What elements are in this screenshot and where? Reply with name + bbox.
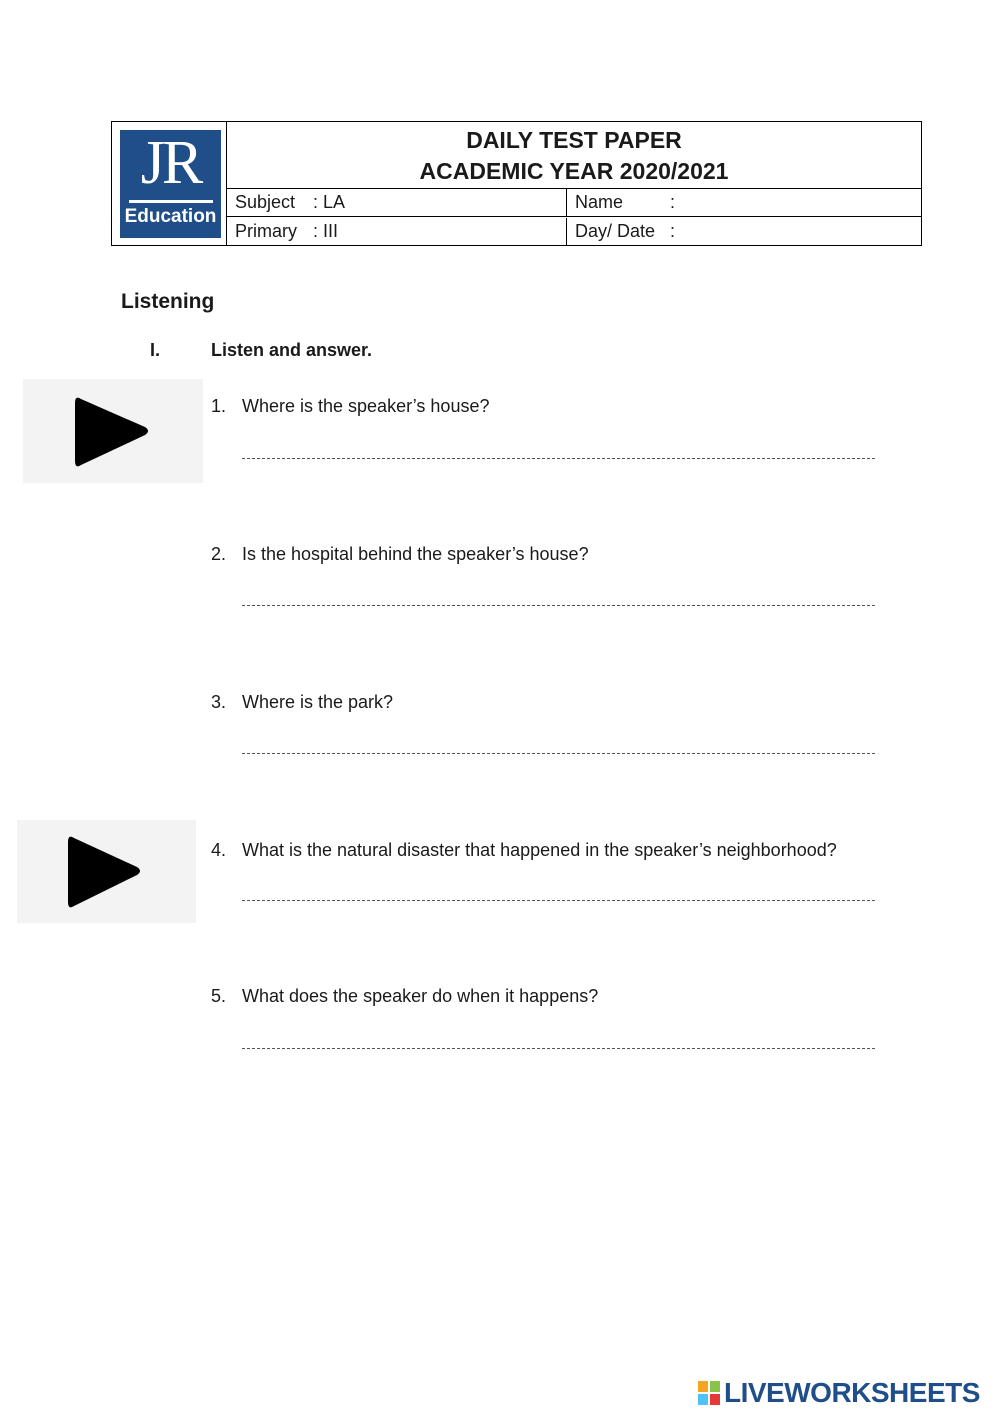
liveworksheets-icon — [698, 1381, 720, 1405]
answer-line-5[interactable] — [242, 1048, 875, 1049]
header-row-1 — [227, 189, 921, 217]
daydate-cell[interactable] — [575, 218, 675, 245]
question-3-text: Where is the park? — [242, 692, 394, 712]
question-5-text: What does the speaker do when it happens? — [242, 986, 599, 1006]
question-1-text: Where is the speaker’s house? — [242, 396, 490, 416]
name-cell[interactable] — [575, 189, 675, 216]
play-icon — [23, 379, 203, 483]
daydate-label: Day/ Date — [575, 221, 656, 241]
title-line-1: DAILY TEST PAPER — [466, 127, 682, 153]
question-1-number: 1. — [211, 396, 227, 416]
instruction-text: Listen and answer. — [211, 340, 373, 360]
question-4-text: What is the natural disaster that happened in the speaker’s neighborhood? — [242, 840, 837, 860]
subject-label: Subject — [235, 192, 296, 212]
header-table — [111, 121, 922, 246]
name-label: Name — [575, 192, 624, 212]
play-icon — [17, 820, 196, 923]
question-2-number: 2. — [211, 544, 227, 564]
section-title: Listening — [121, 290, 215, 313]
liveworksheets-brand: LIVEWORKSHEETS — [724, 1377, 980, 1408]
title-line-2: ACADEMIC YEAR 2020/2021 — [419, 158, 729, 184]
primary-label: Primary — [235, 221, 297, 241]
answer-line-2[interactable] — [242, 605, 875, 606]
instruction-number: I. — [150, 340, 161, 360]
header-row-2 — [227, 218, 921, 245]
name-value: : — [670, 192, 676, 212]
logo-divider — [129, 200, 213, 203]
logo-main-text: JR — [140, 129, 201, 197]
primary-value: : III — [313, 221, 339, 241]
question-2-text: Is the hospital behind the speaker’s house? — [242, 544, 589, 564]
answer-line-4[interactable] — [242, 900, 875, 901]
answer-line-3[interactable] — [242, 753, 875, 754]
answer-line-1[interactable] — [242, 458, 875, 459]
jr-education-logo — [120, 130, 221, 238]
question-4-number: 4. — [211, 840, 227, 860]
logo-cell — [112, 122, 227, 245]
audio-play-button-2[interactable] — [17, 820, 196, 923]
title-cell — [227, 122, 921, 189]
question-5-number: 5. — [211, 986, 227, 1006]
subject-value: : LA — [313, 192, 346, 212]
daydate-value: : — [670, 221, 676, 241]
logo-sub-text: Education — [124, 206, 217, 227]
audio-play-button-1[interactable] — [23, 379, 203, 483]
subject-cell — [227, 189, 567, 216]
primary-cell — [227, 218, 567, 245]
question-3-number: 3. — [211, 692, 227, 712]
